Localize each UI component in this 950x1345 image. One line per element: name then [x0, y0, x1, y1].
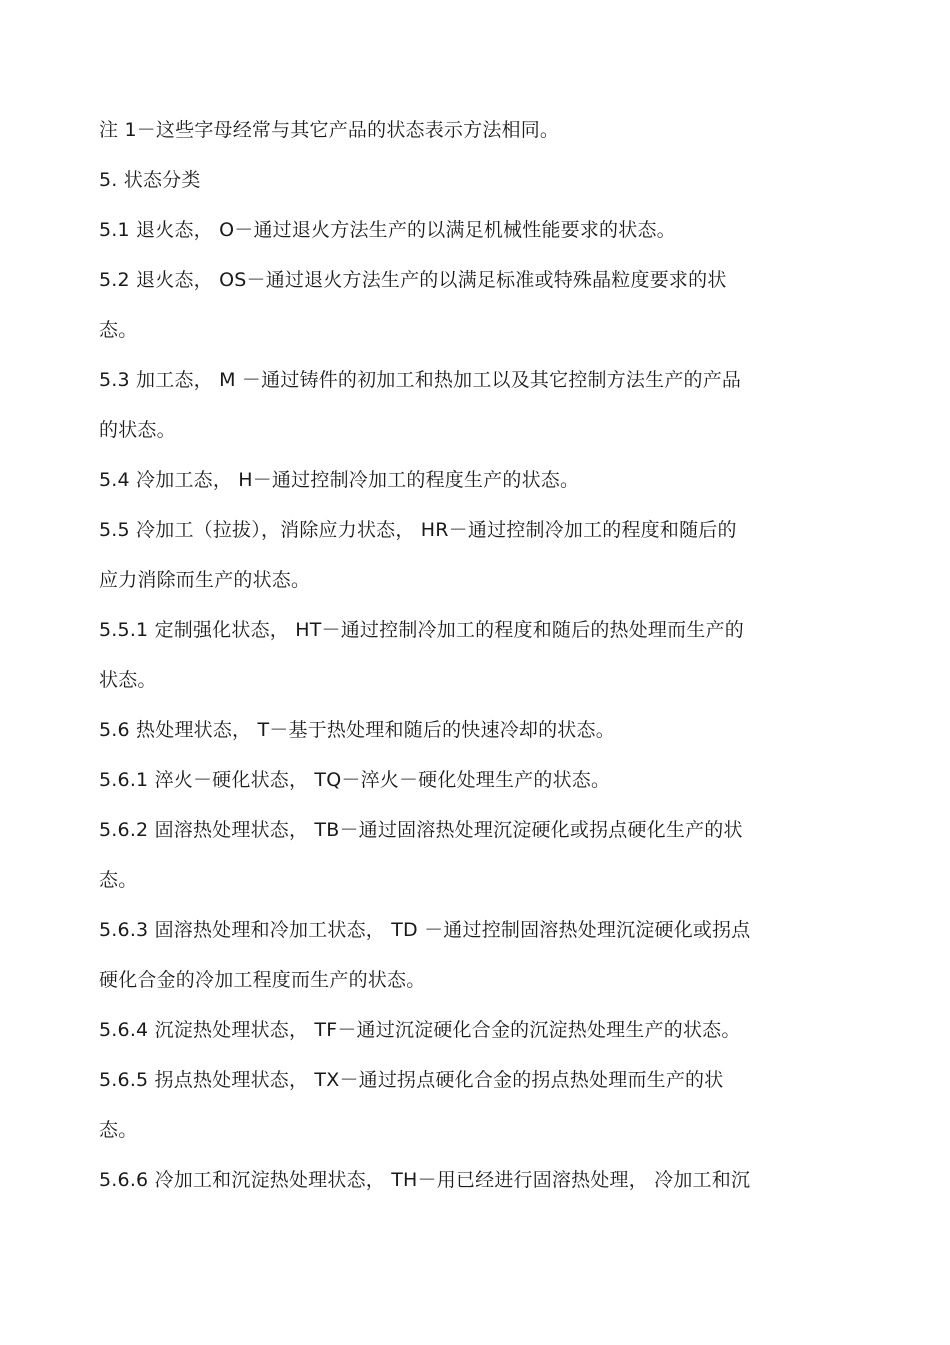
text-line: 5.3 加工态， M －通过铸件的初加工和热加工以及其它控制方法生产的产品	[99, 369, 742, 391]
section-heading: 5. 状态分类	[99, 169, 201, 191]
text-line: 应力消除而生产的状态。	[99, 569, 311, 591]
text-line: 5.2 退火态， OS－通过退火方法生产的以满足标准或特殊晶粒度要求的状	[99, 269, 727, 291]
text-line: 5.6.6 冷加工和沉淀热处理状态， TH－用已经进行固溶热处理， 冷加工和沉	[99, 1169, 751, 1191]
text-line: 态。	[99, 319, 138, 341]
text-line: 5.6.3 固溶热处理和冷加工状态， TD －通过控制固溶热处理沉淀硬化或拐点	[99, 919, 751, 941]
text-line: 5.6.1 淬火－硬化状态， TQ－淬火－硬化处理生产的状态。	[99, 769, 611, 791]
text-line: 5.1 退火态， O－通过退火方法生产的以满足机械性能要求的状态。	[99, 219, 676, 241]
note-line: 注 1－这些字母经常与其它产品的状态表示方法相同。	[99, 119, 560, 141]
text-line: 5.5 冷加工（拉拔），消除应力状态， HR－通过控制冷加工的程度和随后的	[99, 519, 737, 541]
text-line: 5.6.4 沉淀热处理状态， TF－通过沉淀硬化合金的沉淀热处理生产的状态。	[99, 1019, 741, 1041]
text-line: 5.4 冷加工态， H－通过控制冷加工的程度生产的状态。	[99, 469, 580, 491]
text-line: 硬化合金的冷加工程度而生产的状态。	[99, 969, 426, 991]
text-line: 态。	[99, 869, 138, 891]
text-line: 状态。	[99, 669, 157, 691]
text-line: 5.6.5 拐点热处理状态， TX－通过拐点硬化合金的拐点热处理而生产的状	[99, 1069, 724, 1091]
text-line: 的状态。	[99, 419, 176, 441]
text-line: 态。	[99, 1119, 138, 1141]
text-line: 5.5.1 定制强化状态， HT－通过控制冷加工的程度和随后的热处理而生产的	[99, 619, 744, 641]
text-line: 5.6.2 固溶热处理状态， TB－通过固溶热处理沉淀硬化或拐点硬化生产的状	[99, 819, 743, 841]
text-line: 5.6 热处理状态， T－基于热处理和随后的快速冷却的状态。	[99, 719, 615, 741]
